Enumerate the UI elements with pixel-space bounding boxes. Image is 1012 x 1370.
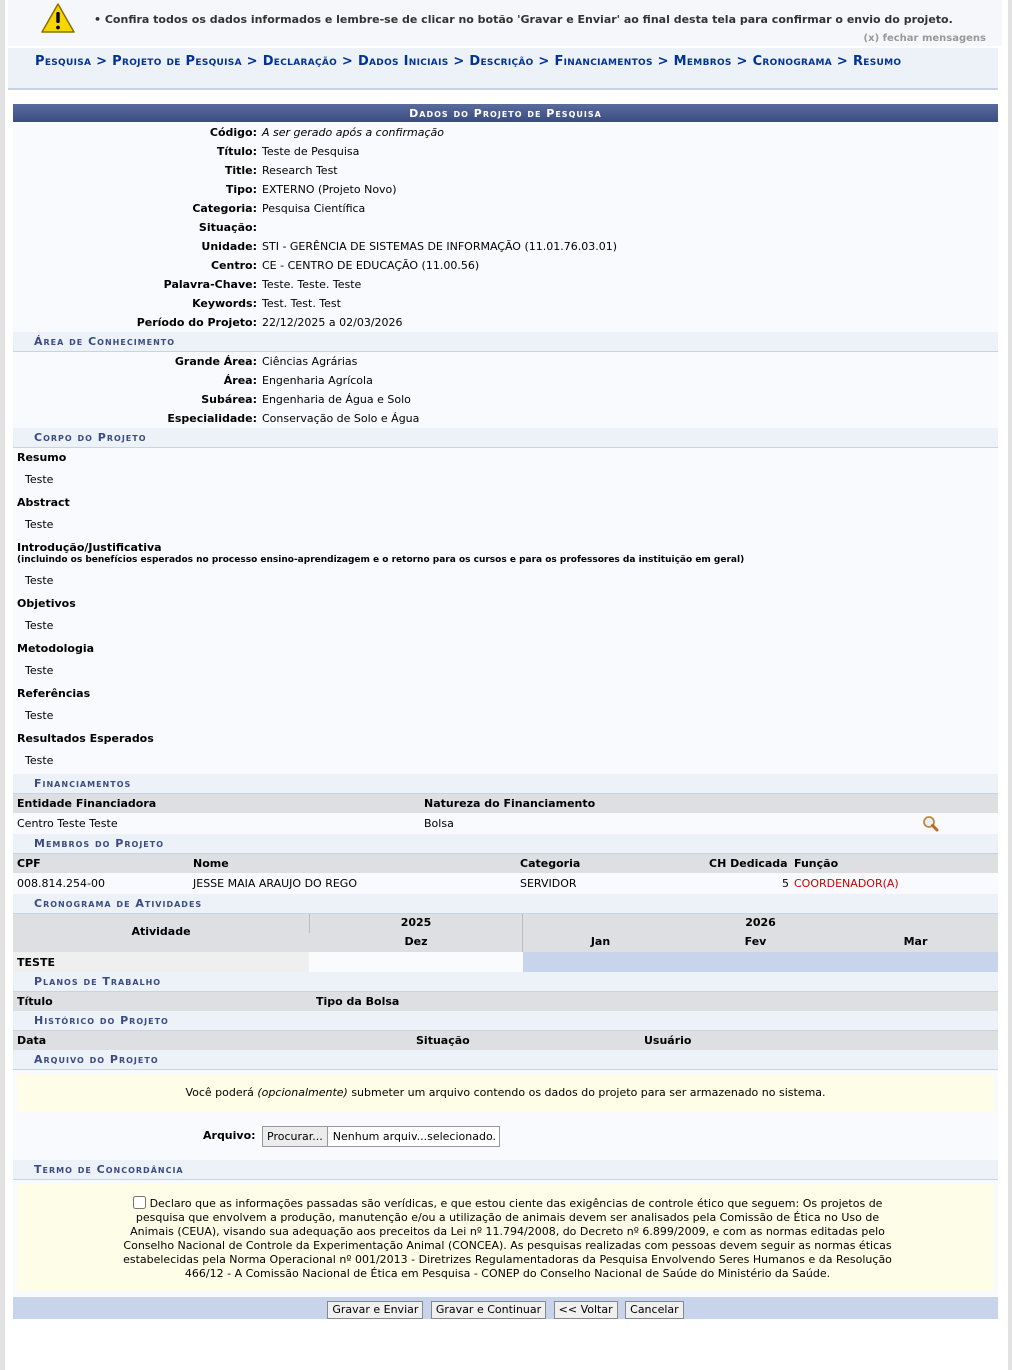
magnifier-icon[interactable]: [922, 815, 939, 832]
section-caption: Dados do Projeto de Pesquisa: [13, 104, 998, 122]
field-row: [13, 161, 998, 180]
corpo-item-title: Referências: [17, 687, 91, 700]
field-value: Research Test: [262, 164, 338, 177]
field-row: [13, 371, 998, 390]
section-membros: Membros do Projeto: [13, 834, 998, 854]
termo-box: [17, 1184, 994, 1291]
breadcrumb: [8, 48, 998, 90]
field-row: [13, 294, 998, 313]
field-row: [13, 237, 998, 256]
corpo-item-title: Resultados Esperados: [17, 732, 154, 745]
field-value: Pesquisa Científica: [262, 202, 366, 215]
atividade-value: TESTE: [13, 952, 309, 972]
field-row: [13, 218, 998, 237]
table-row: [13, 873, 998, 894]
breadcrumb-item[interactable]: Membros: [673, 54, 732, 69]
breadcrumb-item[interactable]: Financiamentos: [554, 54, 653, 69]
arquivo-info-pre: Você poderá: [185, 1086, 258, 1099]
entidade-value: Centro Teste Teste: [17, 817, 118, 830]
field-label: Title:: [224, 164, 257, 177]
cancelar-button[interactable]: Cancelar: [625, 1301, 684, 1319]
col-cpf: CPF: [17, 857, 41, 870]
financiamentos-header: [13, 794, 998, 813]
section-planos: Planos de Trabalho: [13, 972, 998, 992]
field-row: [13, 390, 998, 409]
historico-header: [13, 1031, 998, 1050]
corpo-item-note: (incluindo os benefícios esperados no processo ensino-aprendizagem e o retorno para os cursos e para os professores da instituição em geral): [17, 555, 745, 565]
field-value: STI - GERÊNCIA DE SISTEMAS DE INFORMAÇÃO (11.01.76.03.01): [262, 240, 618, 253]
field-value: Test. Test. Test: [262, 297, 341, 310]
section-area: Área de Conhecimento: [13, 332, 998, 352]
funcao-value: COORDENADOR(A): [794, 877, 899, 890]
field-row: [13, 313, 998, 332]
col-tipo-bolsa: Tipo da Bolsa: [316, 995, 400, 1008]
breadcrumb-item[interactable]: Cronograma: [752, 54, 833, 69]
field-value: Conservação de Solo e Água: [262, 412, 420, 425]
breadcrumb-separator: >: [91, 54, 113, 69]
field-label: Categoria:: [192, 202, 257, 215]
field-row: [13, 275, 998, 294]
section-historico: Histórico do Projeto: [13, 1011, 998, 1031]
field-row: [13, 199, 998, 218]
cronograma-row: [13, 952, 998, 972]
file-status: Nenhum arquiv...selecionado.: [332, 1130, 496, 1143]
breadcrumb-separator: >: [731, 54, 753, 69]
membros-header: [13, 854, 998, 873]
field-value: A ser gerado após a confirmação: [262, 126, 445, 139]
field-label: Código:: [209, 126, 257, 139]
breadcrumb-separator: >: [448, 54, 470, 69]
col-funcao: Função: [794, 857, 839, 870]
col-nome: Nome: [193, 857, 229, 870]
voltar-button[interactable]: << Voltar: [554, 1301, 618, 1319]
arquivo-label: Arquivo:: [203, 1129, 256, 1142]
project-summary: [13, 104, 998, 1319]
corpo-item-text: Teste: [25, 754, 54, 767]
field-label: Área:: [223, 374, 257, 387]
field-row: [13, 123, 998, 142]
field-label: Keywords:: [192, 297, 257, 310]
field-row: [13, 409, 998, 428]
gravar-enviar-button[interactable]: Gravar e Enviar: [327, 1301, 423, 1319]
breadcrumb-item[interactable]: Resumo: [852, 54, 902, 69]
breadcrumb-separator: >: [652, 54, 674, 69]
arquivo-info-em: (opcionalmente): [257, 1086, 348, 1099]
field-label: Palavra-Chave:: [163, 278, 257, 291]
corpo-item-title: Resumo: [17, 451, 67, 464]
field-label: Título:: [216, 145, 257, 158]
breadcrumb-item[interactable]: Declaração: [262, 54, 338, 69]
field-row: [13, 352, 998, 371]
arquivo-info: [17, 1074, 994, 1112]
breadcrumb-separator: >: [832, 54, 853, 69]
section-corpo: Corpo do Projeto: [13, 428, 998, 448]
col-atividade: Atividade: [131, 925, 191, 938]
field-value: 22/12/2025 a 02/03/2026: [262, 316, 403, 329]
field-value: Ciências Agrárias: [262, 355, 358, 368]
breadcrumb-separator: >: [533, 54, 555, 69]
col-titulo: Título: [17, 995, 53, 1008]
month-fev: Fev: [744, 935, 767, 948]
cell-jan-mar-filled[interactable]: [523, 952, 998, 972]
field-value: Engenharia Agrícola: [262, 374, 373, 387]
corpo-item-title: Objetivos: [17, 597, 76, 610]
message-box: [8, 0, 1002, 46]
field-value: EXTERNO (Projeto Novo): [262, 183, 397, 196]
breadcrumb-separator: >: [241, 54, 263, 69]
month-mar: Mar: [903, 935, 928, 948]
field-label: Grande Área:: [174, 355, 257, 368]
field-label: Período do Projeto:: [136, 316, 257, 329]
corpo-item-title: Introdução/Justificativa: [17, 541, 162, 554]
corpo-item-text: Teste: [25, 619, 54, 632]
col-categoria: Categoria: [520, 857, 581, 870]
col-situacao: Situação: [416, 1034, 470, 1047]
table-row: [13, 813, 998, 834]
cpf-value: 008.814.254-00: [17, 877, 105, 890]
natureza-value: Bolsa: [424, 817, 454, 830]
planos-header: [13, 992, 998, 1011]
col-ch: CH Dedicada: [709, 857, 788, 870]
col-entidade: Entidade Financiadora: [17, 797, 157, 810]
field-label: Unidade:: [201, 240, 257, 253]
gravar-continuar-button[interactable]: Gravar e Continuar: [431, 1301, 546, 1319]
col-natureza: Natureza do Financiamento: [424, 797, 596, 810]
section-financiamentos: Financiamentos: [13, 774, 998, 794]
breadcrumb-item[interactable]: Dados Iniciais: [357, 54, 449, 69]
field-label: Centro:: [210, 259, 257, 272]
col-data: Data: [17, 1034, 47, 1047]
breadcrumb-separator: >: [337, 54, 358, 69]
field-value: Engenharia de Água e Solo: [262, 393, 411, 406]
corpo-item-title: Metodologia: [17, 642, 95, 655]
ch-value: 5: [782, 877, 789, 890]
month-jan: Jan: [590, 935, 611, 948]
section-cronograma: Cronograma de Atividades: [13, 894, 998, 914]
corpo-item-text: Teste: [25, 473, 54, 486]
year-2026: 2026: [745, 916, 776, 929]
field-row: [13, 142, 998, 161]
field-label: Subárea:: [201, 393, 257, 406]
breadcrumb-item[interactable]: Descrição: [469, 54, 534, 69]
field-row: [13, 256, 998, 275]
breadcrumb-item[interactable]: Pesquisa: [35, 54, 92, 69]
corpo-item-text: Teste: [25, 664, 54, 677]
corpo-item-text: Teste: [25, 518, 54, 531]
nome-value: JESSE MAIA ARAUJO DO REGO: [193, 877, 357, 890]
termo-text: Declaro que as informações passadas são verídicas, e que estou ciente das exigências de controle ético que seguem: Os projetos de pesquisa que envolvem a produção, manutenção e/ou a utilização de animais devem ser analisados pela Comissão de Ética no Uso de Animais (CEUA), visando sua adequação aos preceitos da Lei nº 11.794/2008, do Decreto nº 6.899/2009, e com as normas editadas pelo Conselho Nacional de Controle da Experimentação Animal (CONCEA). As pesquisas realizadas com pessoas devem seguir as normas éticas estabelecidas pela Norma Operacional nº 001/2013 - Diretrizes Regulamentadoras da Pesquisa Envolvendo Seres Humanos e da Resolução 466/12 - A Comissão Nacional de Ética em Pesquisa - CONEP do Conselho Nacional de Saúde do Ministério da Saúde.: [123, 1197, 892, 1280]
year-2025: 2025: [400, 916, 432, 929]
field-row: [13, 180, 998, 199]
section-termo: Termo de Concordância: [13, 1160, 998, 1180]
field-value: Teste de Pesquisa: [262, 145, 360, 158]
breadcrumb-item[interactable]: Projeto de Pesquisa: [112, 54, 242, 69]
cronograma-header: [13, 914, 998, 952]
corpo-item-text: Teste: [25, 709, 54, 722]
field-value: CE - CENTRO DE EDUCAÇÃO (11.00.56): [262, 259, 480, 272]
corpo-item-text: Teste: [25, 574, 54, 587]
field-value: Teste. Teste. Teste: [262, 278, 362, 291]
categoria-value: SERVIDOR: [520, 877, 577, 890]
cell-dez[interactable]: [309, 952, 522, 972]
corpo-item-title: Abstract: [17, 496, 70, 509]
field-label: Situação:: [198, 221, 257, 234]
agree-checkbox[interactable]: [133, 1196, 146, 1209]
warning-icon: [40, 2, 76, 34]
field-label: Tipo:: [225, 183, 257, 196]
arquivo-info-post: submeter um arquivo contendo os dados do projeto para ser armazenado no sistema.: [347, 1086, 826, 1099]
message-text: • Confira todos os dados informados e lembre-se de clicar no botão 'Gravar e Enviar' ao final desta tela para confirmar o envio do projeto.: [94, 13, 953, 26]
col-usuario: Usuário: [644, 1034, 692, 1047]
button-bar: [13, 1297, 998, 1319]
file-input[interactable]: [262, 1126, 500, 1147]
close-messages-link[interactable]: (x) fechar mensagens: [863, 33, 986, 44]
field-label: Especialidade:: [167, 412, 257, 425]
month-dez: Dez: [404, 935, 428, 948]
section-arquivo: Arquivo do Projeto: [13, 1050, 998, 1070]
browse-button[interactable]: Procurar...: [263, 1127, 328, 1146]
